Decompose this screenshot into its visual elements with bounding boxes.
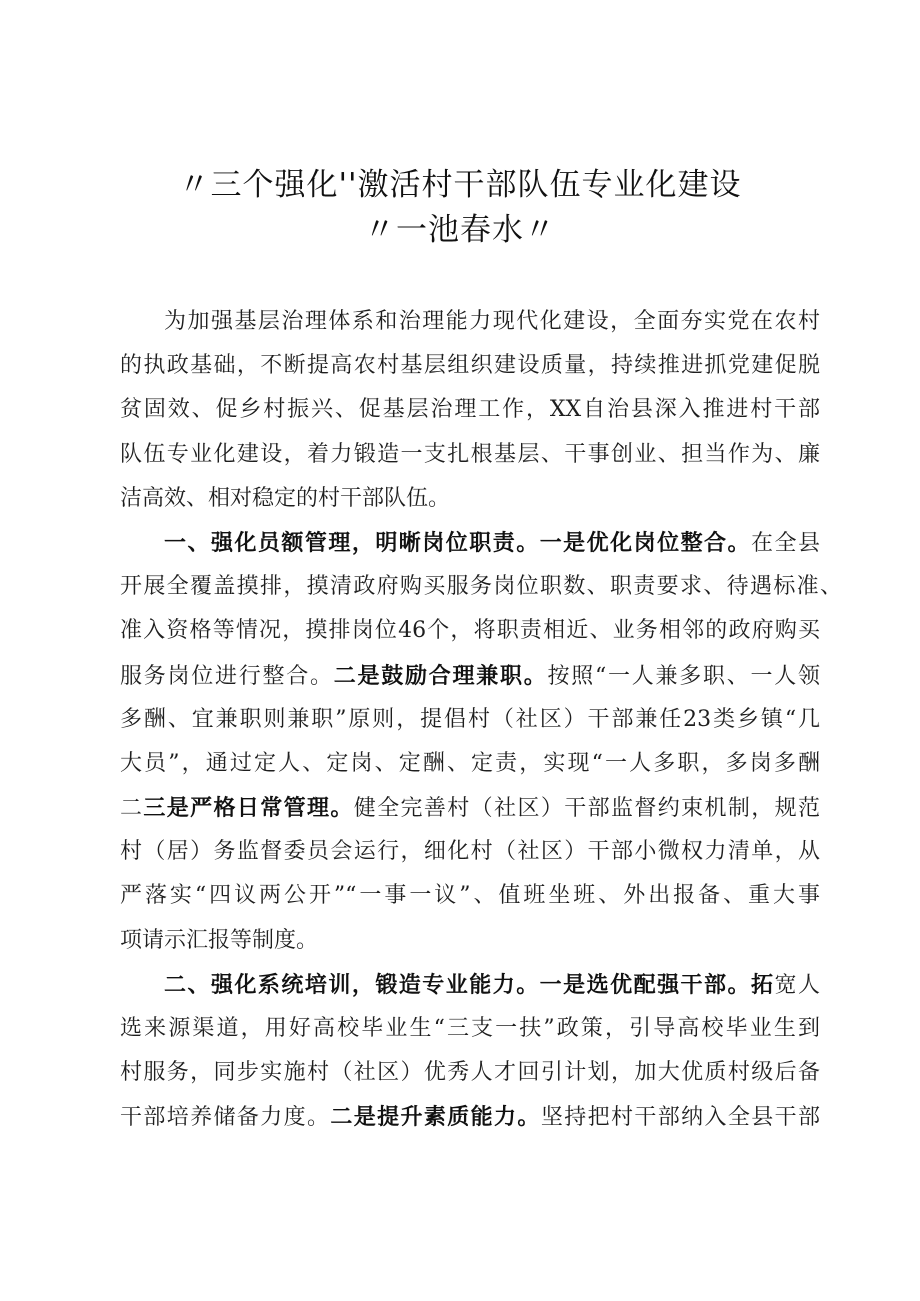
paragraph-section-1 [120, 521, 842, 963]
body-line: 多酬、宜兼职则兼职”原则，提倡村（社区）干部兼任23类乡镇“几 [120, 706, 820, 732]
point-title: 一是优化岗位整合。 [539, 529, 752, 556]
body-line: 为加强基层治理体系和治理能力现代化建设，全面夯实党在农村 [164, 309, 820, 334]
body-line: 开展全覆盖摸排，摸清政府购买服务岗位职数、职责要求、待遇标准、 [120, 574, 842, 600]
section-heading: 二、强化系统培训，锻造专业能力。 [164, 971, 540, 998]
body-text: 健全完善村（社区）干部监督约束机制，规范 [353, 796, 820, 822]
body-text: 二 [120, 796, 144, 822]
body-line [120, 521, 820, 565]
point-title: 三是严格日常管理。 [143, 795, 354, 822]
body-line: 队伍专业化建设，着力锻造一支扎根基层、干事创业、担当作为、廉 [120, 441, 820, 467]
body-line [120, 786, 820, 830]
body-line: 项请示汇报等制度。 [120, 927, 319, 953]
point-title: 二是提升素质能力。 [330, 1104, 541, 1131]
body-text: 坚持把村干部纳入全县干部 [540, 1105, 820, 1131]
body-line: 的执政基础，不断提高农村基层组织建设质量，持续推进抓党建促脱 [120, 353, 820, 379]
body-text: 宽人 [774, 972, 820, 998]
body-line [120, 1095, 820, 1139]
body-text: 干部培养储备力度。 [120, 1105, 331, 1131]
body-line: 贫固效、促乡村振兴、促基层治理工作，XX自治县深入推进村干部 [120, 397, 820, 423]
paragraph-intro [120, 300, 820, 521]
section-heading: 一、强化员额管理，明晰岗位职责。 [164, 529, 540, 556]
body-text: 服务岗位进行整合。 [120, 663, 334, 689]
body-line: 村服务，同步实施村（社区）优秀人才回引计划，加大优质村级后备 [120, 1060, 820, 1086]
document-body [120, 300, 842, 1140]
body-text-bold: 拓 [751, 971, 775, 998]
body-line [120, 654, 820, 698]
paragraph-section-2 [120, 963, 820, 1140]
body-text: 按照“一人兼多职、一人领 [547, 663, 820, 689]
document-title-line-1: 〃三个强化''激活村干部队伍专业化建设 [178, 167, 742, 203]
body-line [120, 963, 820, 1007]
body-line: 选来源渠道，用好高校毕业生“三支一扶”政策，引导高校毕业生到 [120, 1016, 820, 1041]
point-title: 二是鼓励合理兼职。 [333, 662, 548, 689]
body-line: 村（居）务监督委员会运行，细化村（社区）干部小微权力清单，从 [120, 839, 820, 865]
body-line: 严落实“四议两公开”“一事一议”、值班坐班、外出报备、重大事 [120, 883, 820, 909]
body-line: 大员”，通过定人、定岗、定酬、定责，实现“一人多职，多岗多酬 [120, 750, 820, 776]
body-line: 准入资格等情况，摸排岗位46个，将职责相近、业务相邻的政府购买 [120, 618, 820, 644]
point-title: 一是选优配强干部。 [539, 971, 751, 998]
body-text: 在全县 [751, 530, 820, 556]
document-title-line-2: 〃一池春水〃 [364, 212, 556, 248]
body-line: 洁高效、相对稳定的村干部队伍。 [120, 485, 451, 511]
